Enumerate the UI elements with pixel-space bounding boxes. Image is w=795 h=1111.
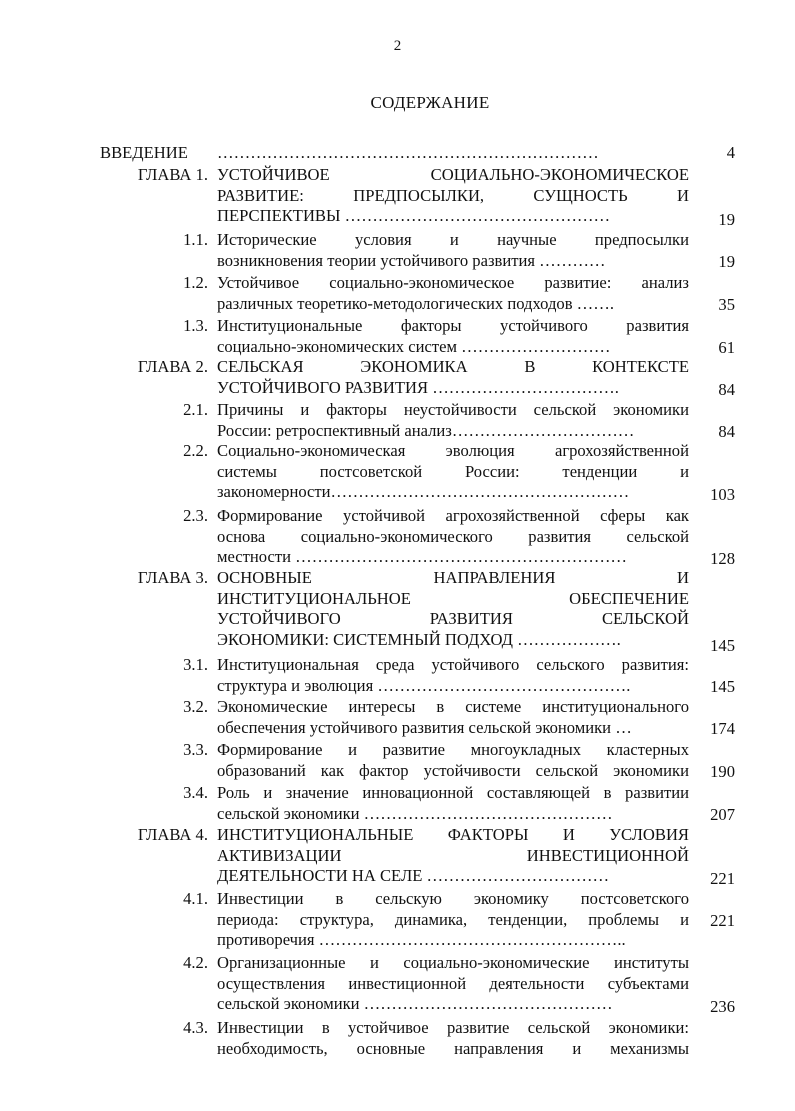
toc-entry-label: 2.3. [183, 506, 208, 525]
toc-entry-page: 19 [718, 252, 735, 271]
toc-entry-title: Роль и значение инновационной составляющей в развитии сельской экономики ……………………………………… [217, 783, 689, 823]
toc-entry-title: УСТОЙЧИВОЕ СОЦИАЛЬНО-ЭКОНОМИЧЕСКОЕ РАЗВИТИЕ: ПРЕДПОСЫЛКИ, СУЩНОСТЬ И ПЕРСПЕКТИВЫ ………………………………………… [217, 165, 689, 225]
toc-entry-label: 3.4. [183, 783, 208, 802]
toc-entry-page: 236 [710, 997, 735, 1016]
toc-entry-label: ГЛАВА 1. [137, 165, 208, 184]
toc-entry-title: Социально-экономическая эволюция агрохозяйственной системы постсоветской России: тенденции и закономерности……………………………………………… [217, 441, 689, 501]
toc-entry-page: 207 [710, 805, 735, 824]
toc-entry-title: ОСНОВНЫЕ НАПРАВЛЕНИЯ И ИНСТИТУЦИОНАЛЬНОЕ ОБЕСПЕЧЕНИЕ УСТОЙЧИВОГО РАЗВИТИЯ СЕЛЬСКОЙ ЭКОНОМИКИ: СИСТЕМНЫЙ ПОДХОД ………………. [217, 568, 689, 649]
toc-entry-page: 174 [710, 719, 735, 738]
toc-entry-page: 4 [726, 143, 735, 162]
toc-entry-title: Институциональная среда устойчивого сельского развития: структура и эволюция ………………………………………. [217, 655, 689, 695]
toc-entry-label: 3.1. [183, 655, 208, 674]
toc-entry-label: 1.1. [183, 230, 208, 249]
toc-entry-page: 103 [710, 485, 735, 504]
toc-entry-title: Инвестиции в устойчивое развитие сельской экономики: необходимость, основные направления и механизмы [217, 1018, 689, 1058]
toc-entry-page: 84 [718, 380, 735, 399]
toc-entry-title: Инвестиции в сельскую экономику постсоветского периода: структура, динамика, тенденции, проблемы и противоречия ……………………………………………….. [217, 889, 689, 949]
toc-entry-title: СЕЛЬСКАЯ ЭКОНОМИКА В КОНТЕКСТЕ УСТОЙЧИВОГО РАЗВИТИЯ ……………………………. [217, 357, 689, 397]
toc-entry-label: 4.2. [183, 953, 208, 972]
toc-entry-label: 4.3. [183, 1018, 208, 1037]
toc-entry-title: Экономические интересы в системе институционального обеспечения устойчивого развития сельской экономики … [217, 697, 689, 737]
toc-entry-page: 35 [718, 295, 735, 314]
page-number: 2 [393, 38, 402, 54]
toc-entry-page: 221 [710, 911, 735, 930]
toc-entry-page: 61 [718, 338, 735, 357]
toc-entry-title: Устойчивое социально-экономическое развитие: анализ различных теоретико-методологических подходов ……. [217, 273, 689, 313]
toc-entry-label: ВВЕДЕНИЕ [100, 143, 188, 162]
toc-entry-page: 19 [718, 210, 735, 229]
toc-entry-label: 4.1. [183, 889, 208, 908]
toc-entry-title: Организационные и социально-экономические институты осуществления инвестиционной деятельности субъектами сельской экономики ……………………………………… [217, 953, 689, 1013]
toc-entry-title: Исторические условия и научные предпосылки возникновения теории устойчивого развития ………… [217, 230, 689, 270]
toc-entry-title: Институциональные факторы устойчивого развития социально-экономических систем ……………………… [217, 316, 689, 356]
toc-entry-page: 221 [710, 869, 735, 888]
toc-entry-label: ГЛАВА 2. [137, 357, 208, 376]
toc-entry-label: ГЛАВА 4. [137, 825, 208, 844]
toc-entry-page: 190 [710, 762, 735, 781]
toc-entry-page: 84 [718, 422, 735, 441]
toc-entry-leader: …………………………………………………………… [217, 143, 599, 162]
toc-entry-label: 2.2. [183, 441, 208, 460]
toc-entry-page: 145 [710, 677, 735, 696]
toc-entry-title: Причины и факторы неустойчивости сельской экономики России: ретроспективный анализ…………………………… [217, 400, 689, 440]
toc-entry-label: 1.3. [183, 316, 208, 335]
toc-title: СОДЕРЖАНИЕ [370, 93, 490, 112]
toc-entry-title: Формирование и развитие многоукладных кластерных образований как фактор устойчивости сельской экономики [217, 740, 689, 780]
toc-entry-title: Формирование устойчивой агрохозяйственной сферы как основа социально-экономического развития сельской местности …………………………………………………… [217, 506, 689, 566]
toc-entry-page: 145 [710, 636, 735, 655]
toc-entry-label: ГЛАВА 3. [137, 568, 208, 587]
toc-entry-page: 128 [710, 549, 735, 568]
toc-entry-label: 2.1. [183, 400, 208, 419]
toc-entry-label: 3.2. [183, 697, 208, 716]
toc-entry-label: 1.2. [183, 273, 208, 292]
toc-entry-label: 3.3. [183, 740, 208, 759]
toc-entry-title: ИНСТИТУЦИОНАЛЬНЫЕ ФАКТОРЫ И УСЛОВИЯ АКТИВИЗАЦИИ ИНВЕСТИЦИОННОЙ ДЕЯТЕЛЬНОСТИ НА СЕЛЕ …………………………… [217, 825, 689, 885]
